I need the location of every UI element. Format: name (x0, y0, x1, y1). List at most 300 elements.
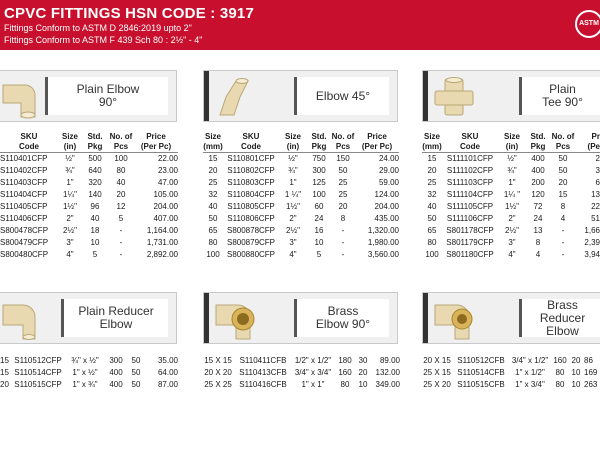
table-cell: S110405CFP (0, 202, 48, 211)
table-cell: 3,560.00 (367, 250, 399, 259)
table-cell: 64.00 (157, 368, 178, 377)
table-row (0, 367, 178, 379)
table-cell: 320 (88, 178, 102, 187)
table-cell: - (119, 250, 123, 259)
col-header: Pkg (307, 142, 331, 153)
table-cell: 2½" (286, 226, 300, 235)
plain-reducer-icon (0, 297, 43, 341)
table-cell: S110402CFP (0, 166, 48, 175)
table-cell: - (561, 226, 565, 235)
plain-elbow-icon (0, 75, 43, 119)
table-cell: - (119, 226, 123, 235)
table-cell: 24 (533, 214, 543, 223)
table-cell: ¾" x ½" (71, 356, 99, 365)
card-accent-bar (423, 71, 428, 121)
table-cell: 8 (535, 238, 541, 247)
table-cell: S110512CFP (14, 356, 62, 365)
table-row (422, 201, 600, 213)
table-cell: 4" (66, 250, 74, 259)
elbow45-label: Elbow 45° (294, 77, 389, 115)
table-cell: 25 (427, 178, 437, 187)
col-header: Pkg (82, 142, 108, 153)
table-cell: 1" x 1/2" (515, 368, 545, 377)
table-cell: 1" (508, 178, 516, 187)
table-cell: 40 (208, 202, 218, 211)
table-cell: 204.00 (374, 202, 399, 211)
table-row (203, 177, 399, 189)
table-cell: 20 (571, 356, 581, 365)
table-cell: ¾" (65, 166, 75, 175)
table-row (420, 355, 600, 367)
table-row (203, 165, 399, 177)
table-cell: 5 (118, 214, 124, 223)
table-cell: S111103CFP (446, 178, 494, 187)
col-header: Code (442, 142, 498, 153)
table-cell: 300 (312, 166, 326, 175)
table-row (420, 367, 600, 379)
table-cell: 50 (558, 154, 568, 163)
table-row (0, 165, 178, 177)
table-cell: 400 (109, 380, 123, 389)
table-cell: 3 (595, 166, 600, 175)
table-row (420, 379, 600, 391)
table-cell: 1,980.00 (367, 238, 399, 247)
table-cell: 65 (208, 226, 218, 235)
table-cell: S110406CFP (0, 214, 48, 223)
table-cell: 1,320.00 (367, 226, 399, 235)
table-cell: 18 (90, 226, 100, 235)
table-cell: 1 ¼" (284, 190, 302, 199)
col-header: Pkg (526, 142, 550, 153)
elbow45-icon (212, 75, 256, 119)
table-cell: 3" (289, 238, 297, 247)
table-row (422, 189, 600, 201)
col-header: (mm) (203, 142, 223, 151)
table-cell: S110803CFP (227, 178, 275, 187)
col-header: (Pe (576, 142, 600, 153)
table-row (422, 165, 600, 177)
standard-note-2: Fittings Conform to ASTM F 439 Sch 80 : 2½" - 4" (4, 35, 203, 45)
table-cell: 1½" (63, 202, 77, 211)
table-cell: 100 (425, 250, 439, 259)
table-cell: S110515CFB (457, 380, 505, 389)
table-cell: 22.00 (157, 154, 178, 163)
table-cell: 100 (114, 154, 128, 163)
brass-reducer-card (422, 292, 600, 344)
table-cell: 2 (595, 154, 600, 163)
table-row (0, 177, 178, 189)
table-cell: S110512CFB (457, 356, 505, 365)
plain-reducer-label: Plain Reducer Elbow (61, 299, 168, 337)
table-cell: S801180CFP (446, 250, 494, 259)
table-row (0, 213, 178, 225)
table-cell: 20 (0, 380, 9, 389)
col-header: Pr (591, 132, 600, 141)
table-cell: 25 X 20 (423, 380, 451, 389)
col-header: Size (423, 132, 440, 141)
table-cell: 6 (595, 178, 600, 187)
table-cell: 20 (558, 178, 568, 187)
table-cell: 50 (131, 380, 141, 389)
table-cell: 1,66 (584, 226, 600, 235)
table-cell: 13 (533, 226, 543, 235)
table-cell: 15 X 15 (204, 356, 232, 365)
table-cell: 10 (571, 368, 581, 377)
table-cell: S110401CFP (0, 154, 48, 163)
table-cell: 87.00 (157, 380, 178, 389)
plain-tee-card (422, 70, 600, 122)
table-cell: 1¼" (63, 190, 77, 199)
table-cell: 160 (553, 356, 567, 365)
table-cell: 86 (584, 356, 593, 365)
col-header: (in) (279, 142, 307, 153)
plain-tee-label: Plain Tee 90° (519, 77, 600, 115)
table-cell: S110806CFP (227, 214, 275, 223)
table-cell: S111104CFP (446, 190, 494, 199)
col-header: No. of (331, 132, 355, 141)
table-row (0, 249, 178, 261)
table-cell: 349.00 (375, 380, 400, 389)
table-cell: S800878CFP (226, 226, 276, 235)
col-header: (Per Pc) (134, 142, 178, 153)
table-cell: ½" (507, 154, 517, 163)
table-cell: S801179CFP (446, 238, 494, 247)
table-cell: 263 (584, 380, 598, 389)
table-cell: 35.00 (157, 356, 178, 365)
plain-tee-table (422, 131, 600, 261)
table-cell: 169 (584, 368, 598, 377)
table-row (203, 213, 399, 225)
table-cell: 1" x 3/4" (515, 380, 545, 389)
table-cell: 59.00 (378, 178, 399, 187)
table-cell: 3" (508, 238, 516, 247)
table-cell: S110802CFP (227, 166, 275, 175)
table-cell: 300 (109, 356, 123, 365)
table-cell: 2,892.00 (146, 250, 178, 259)
col-header: Std. (311, 132, 327, 141)
table-cell: 80 (427, 238, 437, 247)
table-cell: 15 (0, 356, 9, 365)
table-cell: S110404CFP (0, 190, 48, 199)
table-cell: 8 (560, 202, 566, 211)
table-cell: S800479CFP (0, 238, 49, 247)
table-cell: 40 (427, 202, 437, 211)
table-cell: S800880CFP (226, 250, 276, 259)
table-cell: 4" (508, 250, 516, 259)
table-row (200, 355, 400, 367)
table-cell: 132.00 (375, 368, 400, 377)
table-cell: 20 (208, 166, 218, 175)
table-cell: 3" (66, 238, 74, 247)
brass-reducer-icon (431, 297, 477, 341)
table-cell: 400 (109, 368, 123, 377)
plain-elbow-card (0, 70, 177, 122)
table-cell: S110411CFB (239, 356, 287, 365)
table-cell: 50 (558, 166, 568, 175)
col-header: No. of (551, 132, 575, 141)
table-cell: ¾" (288, 166, 298, 175)
astm-logo: ASTM (575, 10, 600, 38)
table-row (422, 225, 600, 237)
table-cell: ½" (288, 154, 298, 163)
table-cell: 1" x 1" (301, 380, 325, 389)
table-cell: S110514CFB (457, 368, 505, 377)
card-accent-bar (204, 293, 209, 343)
table-cell: S110403CFP (0, 178, 48, 187)
table-cell: 125 (312, 178, 326, 187)
table-cell: 72 (533, 202, 543, 211)
table-cell: 25 X 15 (423, 368, 451, 377)
table-row (203, 237, 399, 249)
standard-note-1: Fittings Conform to ASTM D 2846:2019 upto 2" (4, 23, 192, 33)
table-cell: 40 (116, 178, 126, 187)
table-cell: 435.00 (374, 214, 399, 223)
col-header: Price (367, 132, 387, 141)
table-cell: 400 (531, 166, 545, 175)
table-cell: 23.00 (157, 166, 178, 175)
table-cell: S800478CFP (0, 226, 49, 235)
col-header: (Per Pc) (355, 142, 399, 153)
table-cell: 105.00 (153, 190, 178, 199)
table-cell: 160 (338, 368, 352, 377)
col-header: Pcs (550, 142, 576, 153)
table-cell: 47.00 (157, 178, 178, 187)
table-cell: 50 (338, 166, 348, 175)
table-cell: 2" (289, 214, 297, 223)
brass-elbow-label: Brass Elbow 90° (294, 299, 389, 337)
table-cell: 1,731.00 (146, 238, 178, 247)
table-cell: 15 (0, 368, 9, 377)
table-cell: 400 (531, 154, 545, 163)
page-title: CPVC FITTINGS HSN CODE : 3917 (4, 5, 255, 22)
table-cell: 24 (314, 214, 324, 223)
table-row (200, 367, 400, 379)
table-cell: 50 (208, 214, 218, 223)
table-row (203, 225, 399, 237)
col-header: Size (284, 132, 301, 141)
col-header: Size (503, 132, 520, 141)
elbow45-table (203, 131, 399, 261)
table-cell: 1½" (505, 202, 519, 211)
card-accent-bar (204, 71, 209, 121)
col-header: Size (61, 132, 78, 141)
table-cell: 1" x ¾" (72, 380, 98, 389)
table-row (203, 201, 399, 213)
table-cell: 20 (358, 368, 368, 377)
col-header: (in) (498, 142, 526, 153)
table-cell: S111101CFP (446, 154, 494, 163)
brass-elbow-card (203, 292, 398, 344)
col-header: Pcs (331, 142, 355, 153)
table-cell: 640 (88, 166, 102, 175)
table-cell: 2½" (505, 226, 519, 235)
col-header: SKU (242, 132, 260, 141)
col-header: SKU (20, 132, 38, 141)
col-header: Size (204, 132, 221, 141)
table-cell: - (561, 238, 565, 247)
table-cell: 180 (338, 356, 352, 365)
col-header: Code (0, 142, 58, 153)
plain-elbow-table (0, 131, 178, 261)
table-cell: 12 (116, 202, 126, 211)
col-header: Std. (87, 132, 103, 141)
table-cell: 3/4" x 3/4" (294, 368, 332, 377)
header-banner (0, 0, 600, 50)
col-header: SKU (461, 132, 479, 141)
table-cell: 4 (535, 250, 541, 259)
brass-reducer-table (420, 355, 600, 391)
table-cell: 10 (358, 380, 368, 389)
table-cell: 15 (208, 154, 218, 163)
table-cell: 1¼ " (503, 190, 521, 199)
table-cell: ¾" (507, 166, 517, 175)
table-cell: 1½" (286, 202, 300, 211)
table-cell: 4" (289, 250, 297, 259)
table-cell: 100 (312, 190, 326, 199)
table-cell: 25 (338, 190, 348, 199)
col-header: (mm) (422, 142, 442, 151)
table-row (0, 225, 178, 237)
table-row (422, 153, 600, 166)
table-cell: 2½" (63, 226, 77, 235)
table-cell: S110416CFB (239, 380, 287, 389)
table-cell: 25 (208, 178, 218, 187)
table-cell: 140 (88, 190, 102, 199)
table-cell: 10 (90, 238, 100, 247)
table-cell: 204.00 (153, 202, 178, 211)
table-cell: S110801CFP (227, 154, 275, 163)
col-header: Code (223, 142, 279, 153)
table-cell: 750 (312, 154, 326, 163)
col-header: Price (146, 132, 166, 141)
table-cell: S800480CFP (0, 250, 49, 259)
table-row (200, 379, 400, 391)
table-cell: S110804CFP (227, 190, 275, 199)
table-cell: S801178CFP (446, 226, 494, 235)
table-cell: S800879CFP (226, 238, 276, 247)
col-header: Std. (530, 132, 546, 141)
brass-elbow-table (200, 355, 400, 391)
table-cell: 22 (591, 202, 600, 211)
table-row (0, 379, 178, 391)
table-cell: 10 (314, 238, 324, 247)
table-cell: S111105CFP (446, 202, 494, 211)
table-cell: - (341, 250, 345, 259)
table-cell: 32 (208, 190, 218, 199)
table-cell: 4 (560, 214, 566, 223)
col-header: No. of (109, 132, 133, 141)
table-cell: 80 (208, 238, 218, 247)
elbow45-card (203, 70, 398, 122)
table-cell: 25 X 25 (204, 380, 232, 389)
table-row (422, 237, 600, 249)
table-row (0, 237, 178, 249)
table-cell: S110413CFB (239, 368, 287, 377)
table-cell: 1/2" x 1/2" (294, 356, 332, 365)
table-cell: 15 (558, 190, 568, 199)
table-cell: 2" (66, 214, 74, 223)
col-header: (in) (58, 142, 82, 153)
table-cell: - (341, 226, 345, 235)
table-row (422, 213, 600, 225)
table-row (0, 153, 178, 166)
table-cell: 100 (206, 250, 220, 259)
table-cell: 20 (427, 166, 437, 175)
table-cell: 50 (131, 368, 141, 377)
table-cell: 1" (289, 178, 297, 187)
table-cell: 3,94 (584, 250, 600, 259)
table-cell: 1" (66, 178, 74, 187)
table-cell: 13 (591, 190, 600, 199)
table-cell: 2" (508, 214, 516, 223)
table-row (203, 249, 399, 261)
brass-elbow-icon (212, 297, 258, 341)
table-cell: 407.00 (153, 214, 178, 223)
table-row (0, 189, 178, 201)
table-cell: 2,39 (584, 238, 600, 247)
table-cell: S111106CFP (446, 214, 494, 223)
table-cell: 8 (340, 214, 346, 223)
table-cell: 10 (571, 380, 581, 389)
table-cell: - (341, 238, 345, 247)
table-cell: 89.00 (379, 356, 400, 365)
plain-elbow-label: Plain Elbow 90° (45, 77, 168, 115)
col-header: Pcs (108, 142, 134, 153)
table-cell: 32 (427, 190, 437, 199)
table-cell: 80 (555, 368, 565, 377)
table-cell: 20 X 15 (423, 356, 451, 365)
table-cell: 60 (314, 202, 324, 211)
table-cell: - (119, 238, 123, 247)
table-cell: 65 (427, 226, 437, 235)
table-row (203, 153, 399, 166)
table-cell: 80 (340, 380, 350, 389)
table-row (0, 355, 178, 367)
table-cell: 20 X 20 (204, 368, 232, 377)
plain-reducer-table (0, 355, 178, 391)
table-cell: 150 (336, 154, 350, 163)
table-cell: - (561, 250, 565, 259)
table-cell: 124.00 (374, 190, 399, 199)
table-cell: 25 (338, 178, 348, 187)
plain-reducer-card (0, 292, 177, 344)
table-cell: 80 (116, 166, 126, 175)
table-row (0, 201, 178, 213)
table-cell: S111102CFP (446, 166, 494, 175)
table-cell: S110515CFP (14, 380, 62, 389)
table-cell: 24.00 (378, 154, 399, 163)
table-cell: 3/4" x 1/2" (511, 356, 549, 365)
table-cell: 80 (555, 380, 565, 389)
table-cell: 120 (531, 190, 545, 199)
table-cell: 50 (427, 214, 437, 223)
table-row (422, 249, 600, 261)
table-cell: 96 (90, 202, 100, 211)
table-cell: 16 (314, 226, 324, 235)
table-cell: ½" (65, 154, 75, 163)
table-cell: 30 (358, 356, 368, 365)
table-cell: 50 (131, 356, 141, 365)
table-cell: 1" x ½" (72, 368, 98, 377)
plain-tee-icon (431, 75, 475, 119)
table-cell: 5 (316, 250, 322, 259)
table-cell: 200 (531, 178, 545, 187)
table-cell: 40 (90, 214, 100, 223)
table-cell: 500 (88, 154, 102, 163)
table-cell: 5 (92, 250, 98, 259)
table-row (203, 189, 399, 201)
table-cell: S110514CFP (14, 368, 62, 377)
